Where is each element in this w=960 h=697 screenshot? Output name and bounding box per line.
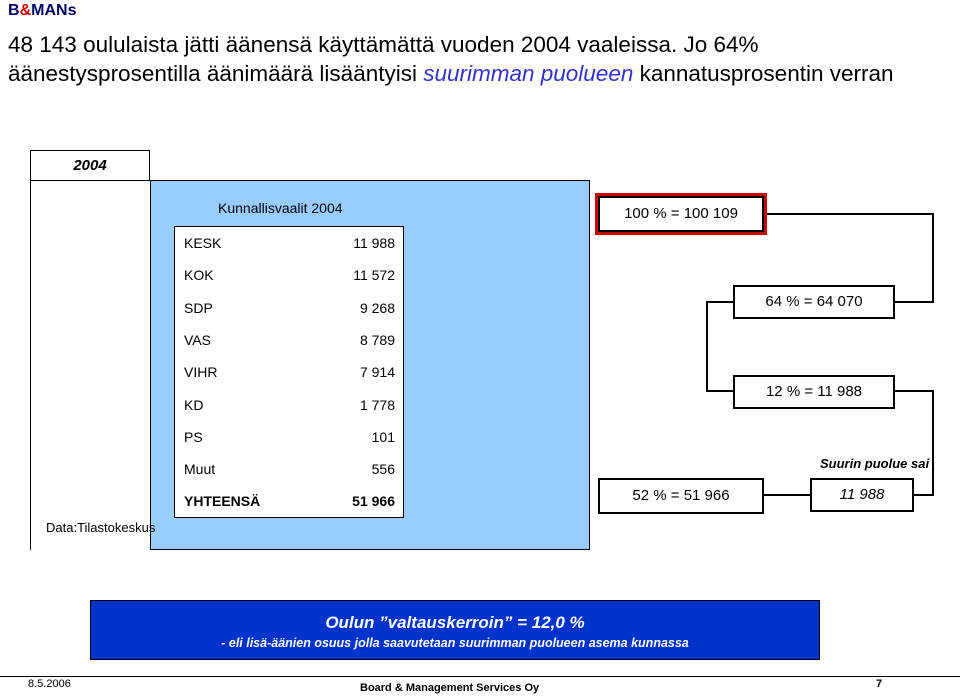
table-row xyxy=(175,356,405,386)
pct64-box: 64 % = 64 070 xyxy=(733,285,895,319)
party-name: YHTEENSÄ xyxy=(184,493,261,510)
connector xyxy=(706,390,733,392)
vote-count: 11 988 xyxy=(353,235,395,251)
frame-left-line xyxy=(30,180,31,550)
footer-divider xyxy=(0,676,960,677)
conclusion-banner xyxy=(90,600,820,660)
banner-title: Oulun ”valtauskerroin” = 12,0 % xyxy=(325,613,585,632)
connector xyxy=(764,213,934,215)
table-row xyxy=(175,389,405,419)
party-name: KOK xyxy=(184,267,214,284)
party-name: KESK xyxy=(184,235,222,251)
headline: 48 143 oululaista jätti äänensä käyttämättä vuoden 2004 vaaleissa. Jo 64% äänestysprosentilla äänimäärä lisääntyisi suurimman puolueen kannatusprosentin verran xyxy=(8,32,894,86)
vote-count: 11 572 xyxy=(353,267,395,284)
table-row xyxy=(175,421,405,451)
connector xyxy=(764,494,810,496)
table-row xyxy=(175,227,405,257)
party-name: KD xyxy=(184,396,204,413)
footer-company: Board & Management Services Oy xyxy=(360,682,540,694)
connector xyxy=(895,390,934,392)
connector xyxy=(932,390,934,496)
table-title: Kunnallisvaalit 2004 xyxy=(218,200,343,216)
connector xyxy=(706,301,708,392)
headline-highlight: suurimman puolueen xyxy=(423,61,634,86)
vote-count: 556 xyxy=(371,461,395,478)
table-row xyxy=(175,485,405,515)
vote-count: 8 789 xyxy=(359,331,395,348)
table-row xyxy=(175,324,405,354)
connector xyxy=(932,213,934,303)
vote-count: 7 914 xyxy=(359,364,395,381)
party-name: VAS xyxy=(184,331,211,348)
vote-count: 1 778 xyxy=(359,396,395,413)
connector xyxy=(914,494,934,496)
footer-date: 8.5.2006 xyxy=(28,678,71,690)
banner-subtitle: - eli lisä-äänien osuus jolla saavutetaan suurimman puolueen asema kunnassa xyxy=(221,636,689,650)
table-row xyxy=(175,259,405,289)
table-row xyxy=(175,292,405,322)
party-name: PS xyxy=(184,428,203,445)
connector xyxy=(895,301,934,303)
year-tab: 2004 xyxy=(30,150,150,180)
source-label: Data:Tilastokeskus xyxy=(46,520,156,535)
largest-box: 11 988 xyxy=(810,478,914,512)
party-name: SDP xyxy=(184,299,213,316)
connector xyxy=(706,301,733,303)
vote-count: 51 966 xyxy=(352,493,395,510)
vote-count: 101 xyxy=(371,428,395,445)
pct52-box: 52 % = 51 966 xyxy=(598,478,764,514)
party-name: VIHR xyxy=(184,364,218,381)
table-row xyxy=(175,453,405,483)
party-name: Muut xyxy=(184,461,216,478)
vote-count: 9 268 xyxy=(359,299,395,316)
total-box: 100 % = 100 109 xyxy=(598,196,764,232)
page-number: 7 xyxy=(876,678,883,690)
results-table xyxy=(174,226,404,518)
largest-caption: Suurin puolue sai xyxy=(820,456,930,471)
logo: B&MANs xyxy=(8,2,77,19)
pct12-box: 12 % = 11 988 xyxy=(733,375,895,409)
